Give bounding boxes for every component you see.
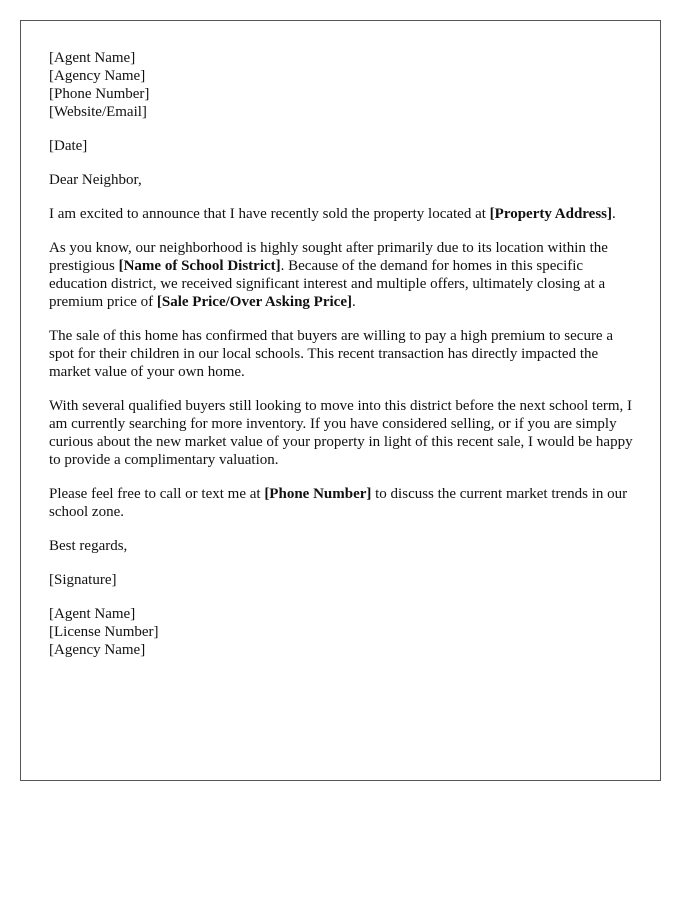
text: . Because of the demand for homes in this specific education district, we received significant interest and multiple offers, ultimately closing at a premium price of — [49, 258, 606, 310]
school-district-placeholder: [Name of School District] — [118, 258, 281, 274]
text: I am excited to announce that I have recently sold the property located at — [49, 206, 490, 222]
sender-website-email: [Website/Email] — [49, 104, 147, 120]
paragraph-market-value: The sale of this home has confirmed that buyers are willing to pay a high premium to secure a spot for their children in our local schools. This recent transaction has directly impacted the market value of your own home. — [49, 328, 614, 380]
footer-license-number: [License Number] — [49, 624, 159, 640]
text: . — [351, 294, 356, 310]
salutation: Dear Neighbor, — [49, 172, 142, 188]
paragraph-contact — [49, 485, 640, 521]
footer-agent-name: [Agent Name] — [49, 606, 136, 622]
footer-agency-name: [Agency Name] — [49, 642, 146, 658]
text: Please feel free to call or text me at — [49, 486, 265, 502]
paragraph-inventory: With several qualified buyers still looking to move into this district before the next school term, I am currently searching for more inventory. If you have considered selling, or if you are simply curious about the new market value of your property in light of this recent sale, I would be happy to provide a complimentary valuation. — [49, 398, 633, 468]
sale-price-placeholder: [Sale Price/Over Asking Price] — [156, 294, 352, 310]
sender-agency-name: [Agency Name] — [49, 68, 146, 84]
signature: [Signature] — [49, 572, 117, 588]
text: . — [612, 206, 616, 222]
sender-agent-name: [Agent Name] — [49, 50, 136, 66]
text: to discuss the current market trends in our school zone. — [49, 486, 628, 520]
letter-page — [20, 20, 661, 781]
footer-block — [49, 605, 640, 659]
letter-body — [49, 49, 640, 659]
phone-placeholder: [Phone Number] — [264, 486, 372, 502]
sender-block — [49, 49, 640, 121]
property-address-placeholder: [Property Address] — [489, 206, 613, 222]
closing: Best regards, — [49, 538, 128, 554]
paragraph-announcement — [49, 205, 640, 223]
letter-date: [Date] — [49, 138, 88, 154]
sender-phone: [Phone Number] — [49, 86, 150, 102]
text: As you know, our neighborhood is highly sought after primarily due to its location within the prestigious — [49, 240, 608, 274]
paragraph-school-district — [49, 239, 640, 311]
